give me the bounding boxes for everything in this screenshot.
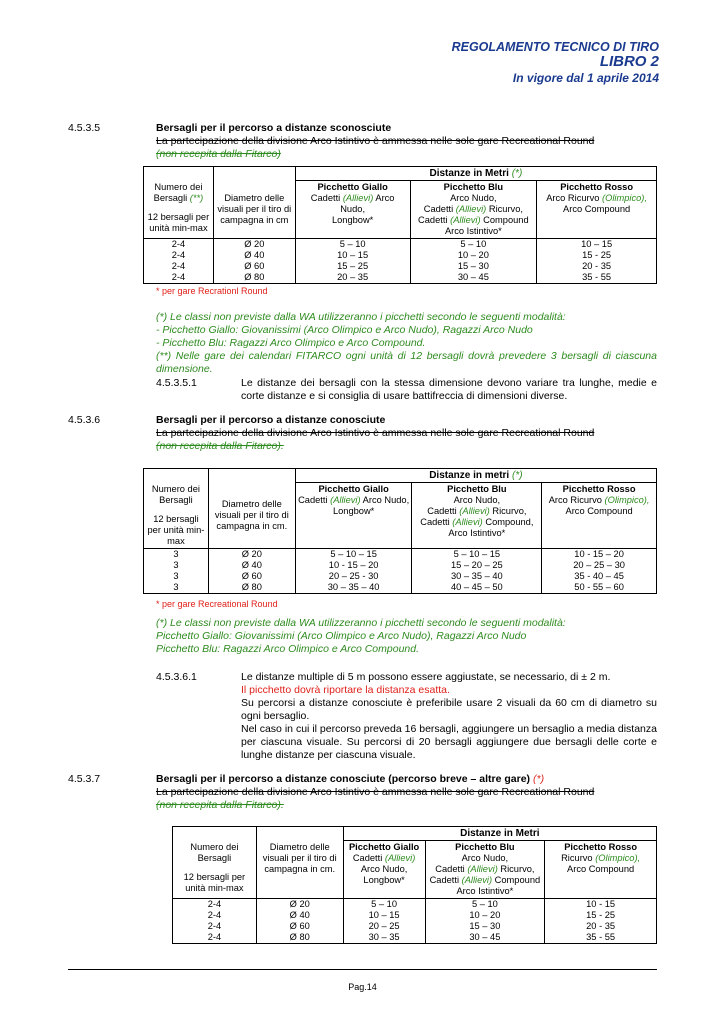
- section-number: 4.5.3.7: [68, 773, 101, 785]
- blue-peg-title: Picchetto Blu: [443, 182, 504, 192]
- distance-table-unknown: [143, 166, 657, 284]
- table-cell: 15 – 30: [425, 921, 545, 932]
- blue-peg-text: Arco Istintivo*: [456, 886, 514, 896]
- blue-peg-text: Cadetti: [435, 864, 468, 874]
- yellow-peg-text: Cadetti: [310, 193, 343, 203]
- struck-line-green: (non recepita dalla Fitarco).: [156, 440, 284, 452]
- table-cell: 20 – 25 – 30: [542, 560, 657, 571]
- page-number: Pag.14: [348, 982, 377, 992]
- table-cell: Ø 80: [208, 582, 295, 594]
- table-cell: 2-4: [144, 239, 214, 251]
- table-cell: 3: [144, 548, 209, 560]
- table-cell: 10 – 20: [425, 910, 545, 921]
- table-cell: 5 – 10: [295, 239, 410, 251]
- table-cell: 35 - 55: [545, 932, 657, 944]
- blue-peg-text: Ricurvo,: [489, 506, 527, 516]
- blue-peg-text: Compound: [492, 875, 541, 885]
- table-cell: 2-4: [173, 932, 257, 944]
- col-red-peg-header: [545, 841, 657, 899]
- blue-peg-text: Arco Nudo,: [461, 853, 509, 863]
- table-cell: Ø 80: [256, 932, 343, 944]
- table-cell: 3: [144, 571, 209, 582]
- table-cell: 5 – 10: [410, 239, 537, 251]
- footer-divider: [68, 969, 657, 970]
- col-blue-peg-header: [425, 841, 545, 899]
- green-note-line: (**) Nelle gare dei calendari FITARCO ogni unità di 12 bersagli dovrà prevedere 3 bersagli di ciascuna dimensione.: [156, 350, 657, 375]
- col-targets-line: unità min-max: [149, 222, 208, 233]
- col-diameter-header: Diametro delle visuali per il tiro di campagna in cm: [213, 181, 295, 239]
- table-row: [144, 261, 657, 272]
- subsection-line: Su percorsi a distanze conosciute è preferibile usare 2 visuali da 60 cm di diametro su ogni bersaglio.: [241, 697, 657, 722]
- distance-header: [295, 167, 656, 181]
- col-targets-line: unità min-max: [185, 882, 244, 893]
- section-number: 4.5.3.5: [68, 122, 101, 134]
- blue-peg-text: Cadetti: [427, 506, 460, 516]
- table-cell: 20 - 35: [545, 921, 657, 932]
- col-targets-line: Bersagli: [197, 852, 232, 863]
- blue-peg-text: Ricurvo,: [497, 864, 535, 874]
- table-cell: 30 – 35 – 40: [412, 571, 542, 582]
- table-cell: Ø 60: [256, 921, 343, 932]
- table-cell: 30 – 35: [343, 932, 425, 944]
- table-cell: 10 - 15: [545, 899, 657, 911]
- struck-line: La partecipazione della divisione Arco Istintivo è ammessa nelle sole gare Recreational Round: [156, 135, 595, 147]
- blue-peg-text: Arco Istintivo*: [444, 226, 502, 236]
- table-cell: 30 – 45: [425, 932, 545, 944]
- table-cell: Ø 20: [213, 239, 295, 251]
- table-row: [144, 571, 657, 582]
- subsection-number: 4.5.3.5.1: [156, 377, 197, 389]
- blue-peg-allievi: (Allievi): [455, 204, 487, 214]
- blue-peg-text: Ricurvo,: [486, 204, 523, 214]
- table-cell: Ø 20: [256, 899, 343, 911]
- table-cell: 15 - 25: [545, 910, 657, 921]
- blue-peg-allievi: (Allievi): [461, 875, 493, 885]
- red-peg-text: Arco Ricurvo: [546, 193, 603, 203]
- yellow-peg-text: Arco Nudo,: [340, 193, 395, 214]
- table-cell: 20 – 35: [295, 272, 410, 284]
- struck-line-green: (non recepita dalla Fitarco): [156, 148, 281, 160]
- col-targets-line: Numero dei: [190, 841, 239, 852]
- table-cell: 10 – 20: [410, 250, 537, 261]
- red-peg-title: Picchetto Rosso: [564, 842, 638, 852]
- red-peg-olimpico: (Olimpico),: [604, 495, 650, 505]
- subsection-number: 4.5.3.6.1: [156, 671, 197, 683]
- table-row: [144, 548, 657, 560]
- table-cell: 2-4: [144, 250, 214, 261]
- subsection-text: Le distanze dei bersagli con la stessa dimensione devono variare tra lunghe, medie e corte distanze e si consiglia di usare battifreccia di dimensioni diverse.: [241, 377, 657, 402]
- table-row: [173, 910, 657, 921]
- red-peg-text: Arco Compound: [565, 506, 633, 516]
- yellow-peg-text: Arco Nudo,: [360, 864, 408, 874]
- col-targets-header: [173, 841, 257, 899]
- table-row: [144, 582, 657, 594]
- col-targets-line: max: [167, 535, 185, 546]
- table-cell: 40 – 45 – 50: [412, 582, 542, 594]
- yellow-peg-allievi: (Allievi): [384, 853, 416, 863]
- table-cell: Ø 60: [208, 571, 295, 582]
- blue-peg-allievi: (Allievi): [450, 215, 481, 225]
- table-cell: 30 – 45: [410, 272, 537, 284]
- blue-peg-text: Compound: [480, 215, 529, 225]
- col-yellow-peg-header: [343, 841, 425, 899]
- blue-peg-text: Arco Nudo,: [453, 495, 501, 505]
- table-row: [144, 272, 657, 284]
- table-cell: 10 – 15: [343, 910, 425, 921]
- table-cell: 20 - 35: [537, 261, 657, 272]
- subsection-line: Le distanze multiple di 5 m possono essere aggiustate, se necessario, di ± 2 m.: [241, 671, 611, 683]
- table-cell: 30 – 35 – 40: [295, 582, 412, 594]
- yellow-peg-title: Picchetto Giallo: [348, 842, 420, 852]
- table-cell: 15 – 25: [295, 261, 410, 272]
- red-peg-olimpico: (Olimpico),: [602, 193, 647, 203]
- col-blue-peg-header: [412, 483, 542, 549]
- col-targets-line: Bersagli: [153, 192, 190, 203]
- document-header: [452, 40, 659, 85]
- blue-peg-title: Picchetto Blu: [455, 842, 515, 852]
- col-red-peg-header: [537, 181, 657, 239]
- red-peg-text: Arco Compound: [563, 204, 631, 214]
- table-cell: Ø 20: [208, 548, 295, 560]
- table-cell: 20 – 25 - 30: [295, 571, 412, 582]
- table-cell: 15 - 25: [537, 250, 657, 261]
- table-cell: Ø 40: [208, 560, 295, 571]
- table-cell: 2-4: [144, 272, 214, 284]
- red-peg-title: Picchetto Rosso: [560, 182, 634, 192]
- distance-header-star: (*): [512, 470, 523, 481]
- col-diameter-header: Diametro delle visuali per il tiro di campagna in cm.: [256, 841, 343, 899]
- struck-line: La partecipazione della divisione Arco Istintivo è ammessa nelle sole gare Recreational Round: [156, 427, 595, 439]
- col-targets-line: Numero dei: [151, 483, 200, 494]
- table-row: [173, 899, 657, 911]
- section-title-text: Bersagli per il percorso a distanze conosciute (percorso breve – altre gare): [156, 773, 533, 785]
- green-notes: [156, 617, 657, 656]
- distance-header-text: Distanze in Metri: [429, 168, 512, 179]
- table-row: [144, 250, 657, 261]
- table-cell: 15 – 20 – 25: [412, 560, 542, 571]
- blue-peg-text: Cadetti: [429, 875, 462, 885]
- table-cell: 2-4: [173, 899, 257, 911]
- table-cell: 10 - 15 – 20: [295, 560, 412, 571]
- blue-peg-title: Picchetto Blu: [447, 484, 507, 494]
- table-footnote: * per gare Recrationl Round: [156, 286, 268, 296]
- col-targets-header: [144, 483, 209, 549]
- yellow-peg-text: Cadetti: [352, 853, 385, 863]
- table-cell: 5 – 10: [343, 899, 425, 911]
- col-targets-line: per unità min-: [147, 524, 205, 535]
- red-peg-title: Picchetto Rosso: [562, 484, 636, 494]
- blue-peg-text: Arco Istintivo*: [448, 528, 506, 538]
- table-cell: 5 – 10 – 15: [412, 548, 542, 560]
- col-targets-line: 12 bersagli per: [183, 871, 246, 882]
- table-cell: 3: [144, 560, 209, 571]
- yellow-peg-allievi: (Allievi): [330, 495, 361, 505]
- red-peg-text: Arco Compound: [567, 864, 635, 874]
- table-cell: Ø 40: [256, 910, 343, 921]
- col-diameter-header: Diametro delle visuali per il tiro di campagna in cm.: [208, 483, 295, 549]
- distance-header-text: Distanze in metri: [429, 470, 512, 481]
- struck-line-green: (non recepita dalla Fitarco).: [156, 799, 284, 811]
- struck-note: [156, 786, 657, 812]
- header-book: LIBRO 2: [599, 53, 659, 70]
- table-cell: 5 – 10 – 15: [295, 548, 412, 560]
- green-note-line: (*) Le classi non previste dalla WA utilizzeranno i picchetti secondo le seguenti modalità:: [156, 617, 566, 629]
- red-peg-olimpico: (Olimpico),: [595, 853, 641, 863]
- yellow-peg-text: Longbow*: [331, 215, 374, 225]
- table-cell: 20 – 25: [343, 921, 425, 932]
- table-cell: 10 – 15: [295, 250, 410, 261]
- struck-line: La partecipazione della divisione Arco Istintivo è ammessa nelle sole gare Recreational Round: [156, 786, 595, 798]
- green-note-line: - Picchetto Blu: Ragazzi Arco Olimpico e Arco Compound.: [156, 337, 426, 349]
- col-targets-line: Numero dei: [154, 181, 203, 192]
- section-title: Bersagli per il percorso a distanze conosciute: [156, 414, 386, 426]
- subsection-red-line: Il picchetto dovrà riportare la distanza esatta.: [241, 684, 450, 696]
- blue-peg-allievi: (Allievi): [467, 864, 498, 874]
- blue-peg-text: Cadetti: [423, 204, 456, 214]
- table-cell: Ø 60: [213, 261, 295, 272]
- subsection-line: Nel caso in cui il percorso preveda 16 bersagli, aggiungere un bersaglio a media distanza per ciascuna visuale. Su percorsi di 20 bersagli aggiungere due bersagli delle corte e lunghe distanze per ciascuna visuale.: [241, 723, 657, 761]
- subsection-text: [241, 671, 657, 762]
- blue-peg-text: Arco Nudo,: [450, 193, 497, 203]
- section-number: 4.5.3.6: [68, 414, 101, 426]
- yellow-peg-text: Arco Nudo,: [360, 495, 410, 505]
- table-row: [173, 932, 657, 944]
- table-row: [144, 239, 657, 251]
- distance-header-star: (*): [511, 168, 523, 179]
- yellow-peg-text: Cadetti: [298, 495, 331, 505]
- col-targets-star: (**): [189, 192, 204, 203]
- distance-table-short: [172, 826, 657, 944]
- green-note-line: - Picchetto Giallo: Giovanissimi (Arco Olimpico e Arco Nudo), Ragazzi Arco Nudo: [156, 324, 533, 336]
- yellow-peg-title: Picchetto Giallo: [317, 182, 388, 192]
- green-note-line: (*) Le classi non previste dalla WA utilizzeranno i picchetti secondo le seguenti modalità:: [156, 311, 566, 323]
- blue-peg-text: Cadetti: [420, 517, 453, 527]
- yellow-peg-allievi: (Allievi): [342, 193, 374, 203]
- struck-note: [156, 427, 657, 453]
- table-row: [144, 560, 657, 571]
- struck-note: [156, 135, 657, 161]
- section-title: Bersagli per il percorso a distanze sconosciute: [156, 122, 392, 134]
- table-cell: 3: [144, 582, 209, 594]
- table-cell: 15 – 30: [410, 261, 537, 272]
- table-cell: 10 - 15 – 20: [542, 548, 657, 560]
- table-cell: 35 - 40 – 45: [542, 571, 657, 582]
- table-row: [173, 921, 657, 932]
- table-footnote: * per gare Recreational Round: [156, 599, 278, 609]
- section-title-star: (*): [532, 773, 545, 785]
- col-blue-peg-header: [410, 181, 537, 239]
- green-notes: [156, 311, 657, 376]
- table-cell: 2-4: [144, 261, 214, 272]
- col-yellow-peg-header: [295, 181, 410, 239]
- header-title: REGOLAMENTO TECNICO DI TIRO: [451, 40, 659, 54]
- table-cell: 35 - 55: [537, 272, 657, 284]
- blue-peg-text: Compound,: [482, 517, 534, 527]
- col-targets-line: 12 bersagli: [153, 513, 199, 524]
- blue-peg-allievi: (Allievi): [459, 506, 490, 516]
- yellow-peg-title: Picchetto Giallo: [318, 484, 389, 494]
- col-yellow-peg-header: [295, 483, 412, 549]
- green-note-line: Picchetto Giallo: Giovanissimi (Arco Olimpico e Arco Nudo), Ragazzi Arco Nudo: [156, 630, 527, 642]
- yellow-peg-text: Longbow*: [363, 875, 405, 885]
- green-note-line: Picchetto Blu: Ragazzi Arco Olimpico e Arco Compound.: [156, 643, 420, 655]
- distance-table-known: [143, 468, 657, 594]
- table-cell: 2-4: [173, 910, 257, 921]
- table-cell: 2-4: [173, 921, 257, 932]
- red-peg-text: Ricurvo: [561, 853, 596, 863]
- red-peg-text: Arco Ricurvo: [548, 495, 605, 505]
- col-targets-line: 12 bersagli per: [147, 211, 210, 222]
- table-cell: Ø 40: [213, 250, 295, 261]
- table-cell: Ø 80: [213, 272, 295, 284]
- header-validity: In vigore dal 1 aprile 2014: [512, 71, 659, 85]
- yellow-peg-text: Longbow*: [332, 506, 375, 516]
- distance-header: Distanze in Metri: [343, 827, 656, 841]
- blue-peg-allievi: (Allievi): [452, 517, 483, 527]
- distance-header: [295, 469, 656, 483]
- section-title: [156, 773, 544, 785]
- col-targets-line: Bersagli: [159, 494, 193, 505]
- table-cell: 10 – 15: [537, 239, 657, 251]
- col-red-peg-header: [542, 483, 657, 549]
- col-targets-header: [144, 181, 214, 239]
- blue-peg-text: Cadetti: [418, 215, 451, 225]
- table-cell: 50 - 55 – 60: [542, 582, 657, 594]
- table-cell: 5 – 10: [425, 899, 545, 911]
